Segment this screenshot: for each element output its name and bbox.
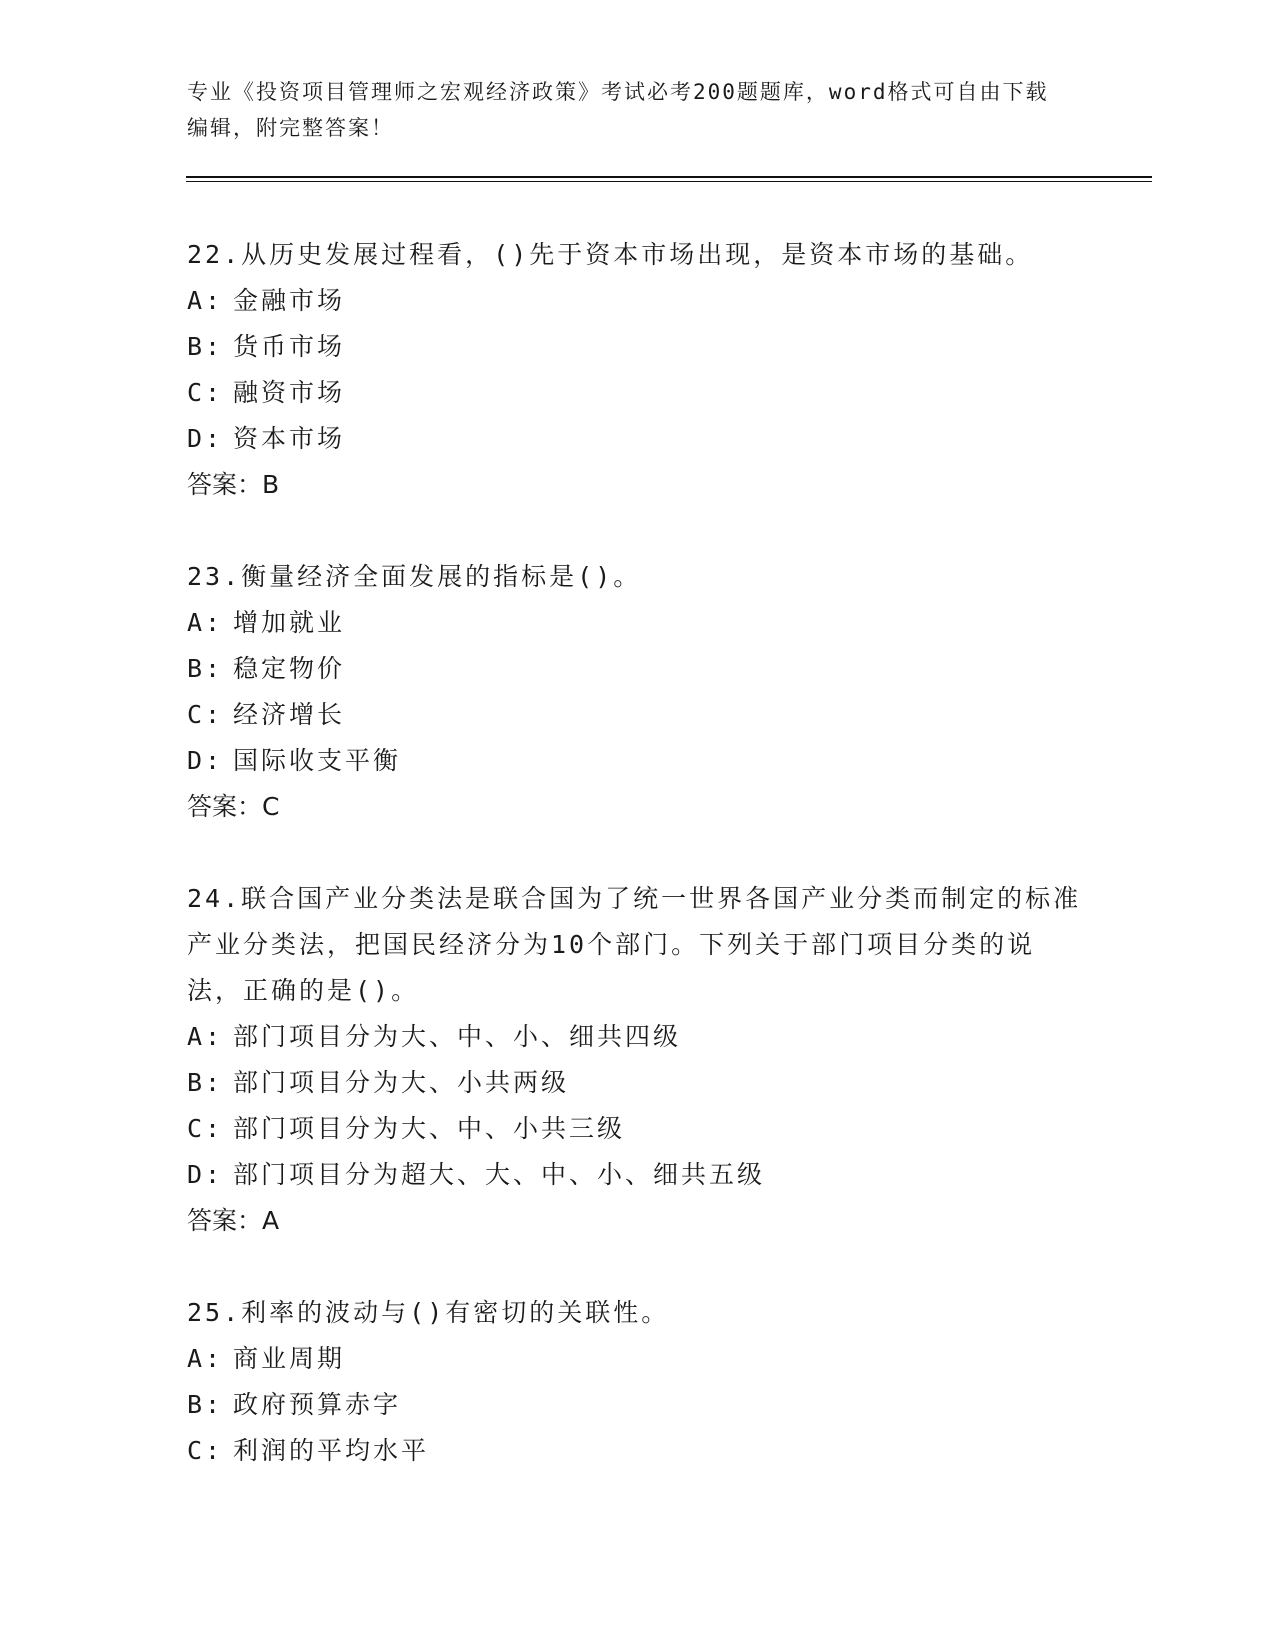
option-letter: A:: [187, 286, 224, 315]
option-text: 商业周期: [233, 1344, 346, 1373]
option-letter: D:: [187, 424, 224, 453]
question-stem: 23.衡量经济全面发展的指标是()。: [187, 562, 642, 591]
option-c: [187, 692, 1087, 738]
option-letter: B:: [187, 1390, 224, 1419]
option-text: 部门项目分为超大、大、中、小、细共五级: [233, 1160, 766, 1189]
option-c: [187, 1106, 1087, 1152]
option-c: [187, 1428, 1087, 1474]
option-letter: D:: [187, 1160, 224, 1189]
option-c: [187, 370, 1087, 416]
answer-line: 答案：C: [187, 792, 280, 821]
option-letter: B:: [187, 332, 224, 361]
option-letter: A:: [187, 1022, 224, 1051]
answer-line: 答案：A: [187, 1206, 280, 1235]
option-d: [187, 1152, 1087, 1198]
option-letter: C:: [187, 1114, 224, 1143]
question-item: [187, 554, 1087, 830]
option-letter: C:: [187, 700, 224, 729]
question-stem: 22.从历史发展过程看，()先于资本市场出现，是资本市场的基础。: [187, 240, 1034, 269]
question-stem: 25.利率的波动与()有密切的关联性。: [187, 1298, 670, 1327]
question-list: [187, 232, 1087, 1520]
option-letter: A:: [187, 1344, 224, 1373]
option-text: 资本市场: [233, 424, 346, 453]
option-b: [187, 324, 1087, 370]
option-b: [187, 1382, 1087, 1428]
option-b: [187, 1060, 1087, 1106]
option-text: 金融市场: [233, 286, 346, 315]
option-text: 国际收支平衡: [233, 746, 402, 775]
option-letter: D:: [187, 746, 224, 775]
option-a: [187, 278, 1087, 324]
question-stem: 24.联合国产业分类法是联合国为了统一世界各国产业分类而制定的标准产业分类法，把国民经济分为10个部门。下列关于部门项目分类的说法，正确的是()。: [187, 884, 1082, 1005]
option-text: 部门项目分为大、中、小共三级: [233, 1114, 626, 1143]
answer-line: 答案：B: [187, 470, 280, 499]
option-b: [187, 646, 1087, 692]
option-text: 利润的平均水平: [233, 1436, 430, 1465]
question-item: [187, 876, 1087, 1244]
option-letter: A:: [187, 608, 224, 637]
question-item: [187, 1290, 1087, 1474]
option-a: [187, 1014, 1087, 1060]
option-text: 部门项目分为大、中、小、细共四级: [233, 1022, 682, 1051]
option-text: 货币市场: [233, 332, 346, 361]
option-a: [187, 600, 1087, 646]
option-letter: C:: [187, 378, 224, 407]
option-d: [187, 738, 1087, 784]
option-a: [187, 1336, 1087, 1382]
document-header: 专业《投资项目管理师之宏观经济政策》考试必考200题题库，word格式可自由下载编辑，附完整答案！: [187, 80, 1049, 140]
option-text: 部门项目分为大、小共两级: [233, 1068, 570, 1097]
option-text: 经济增长: [233, 700, 346, 729]
option-d: [187, 416, 1087, 462]
option-text: 政府预算赤字: [233, 1390, 402, 1419]
option-text: 稳定物价: [233, 654, 346, 683]
question-item: [187, 232, 1087, 508]
header-divider: [186, 176, 1152, 182]
option-text: 融资市场: [233, 378, 346, 407]
option-letter: B:: [187, 1068, 224, 1097]
option-text: 增加就业: [233, 608, 346, 637]
option-letter: C:: [187, 1436, 224, 1465]
option-letter: B:: [187, 654, 224, 683]
